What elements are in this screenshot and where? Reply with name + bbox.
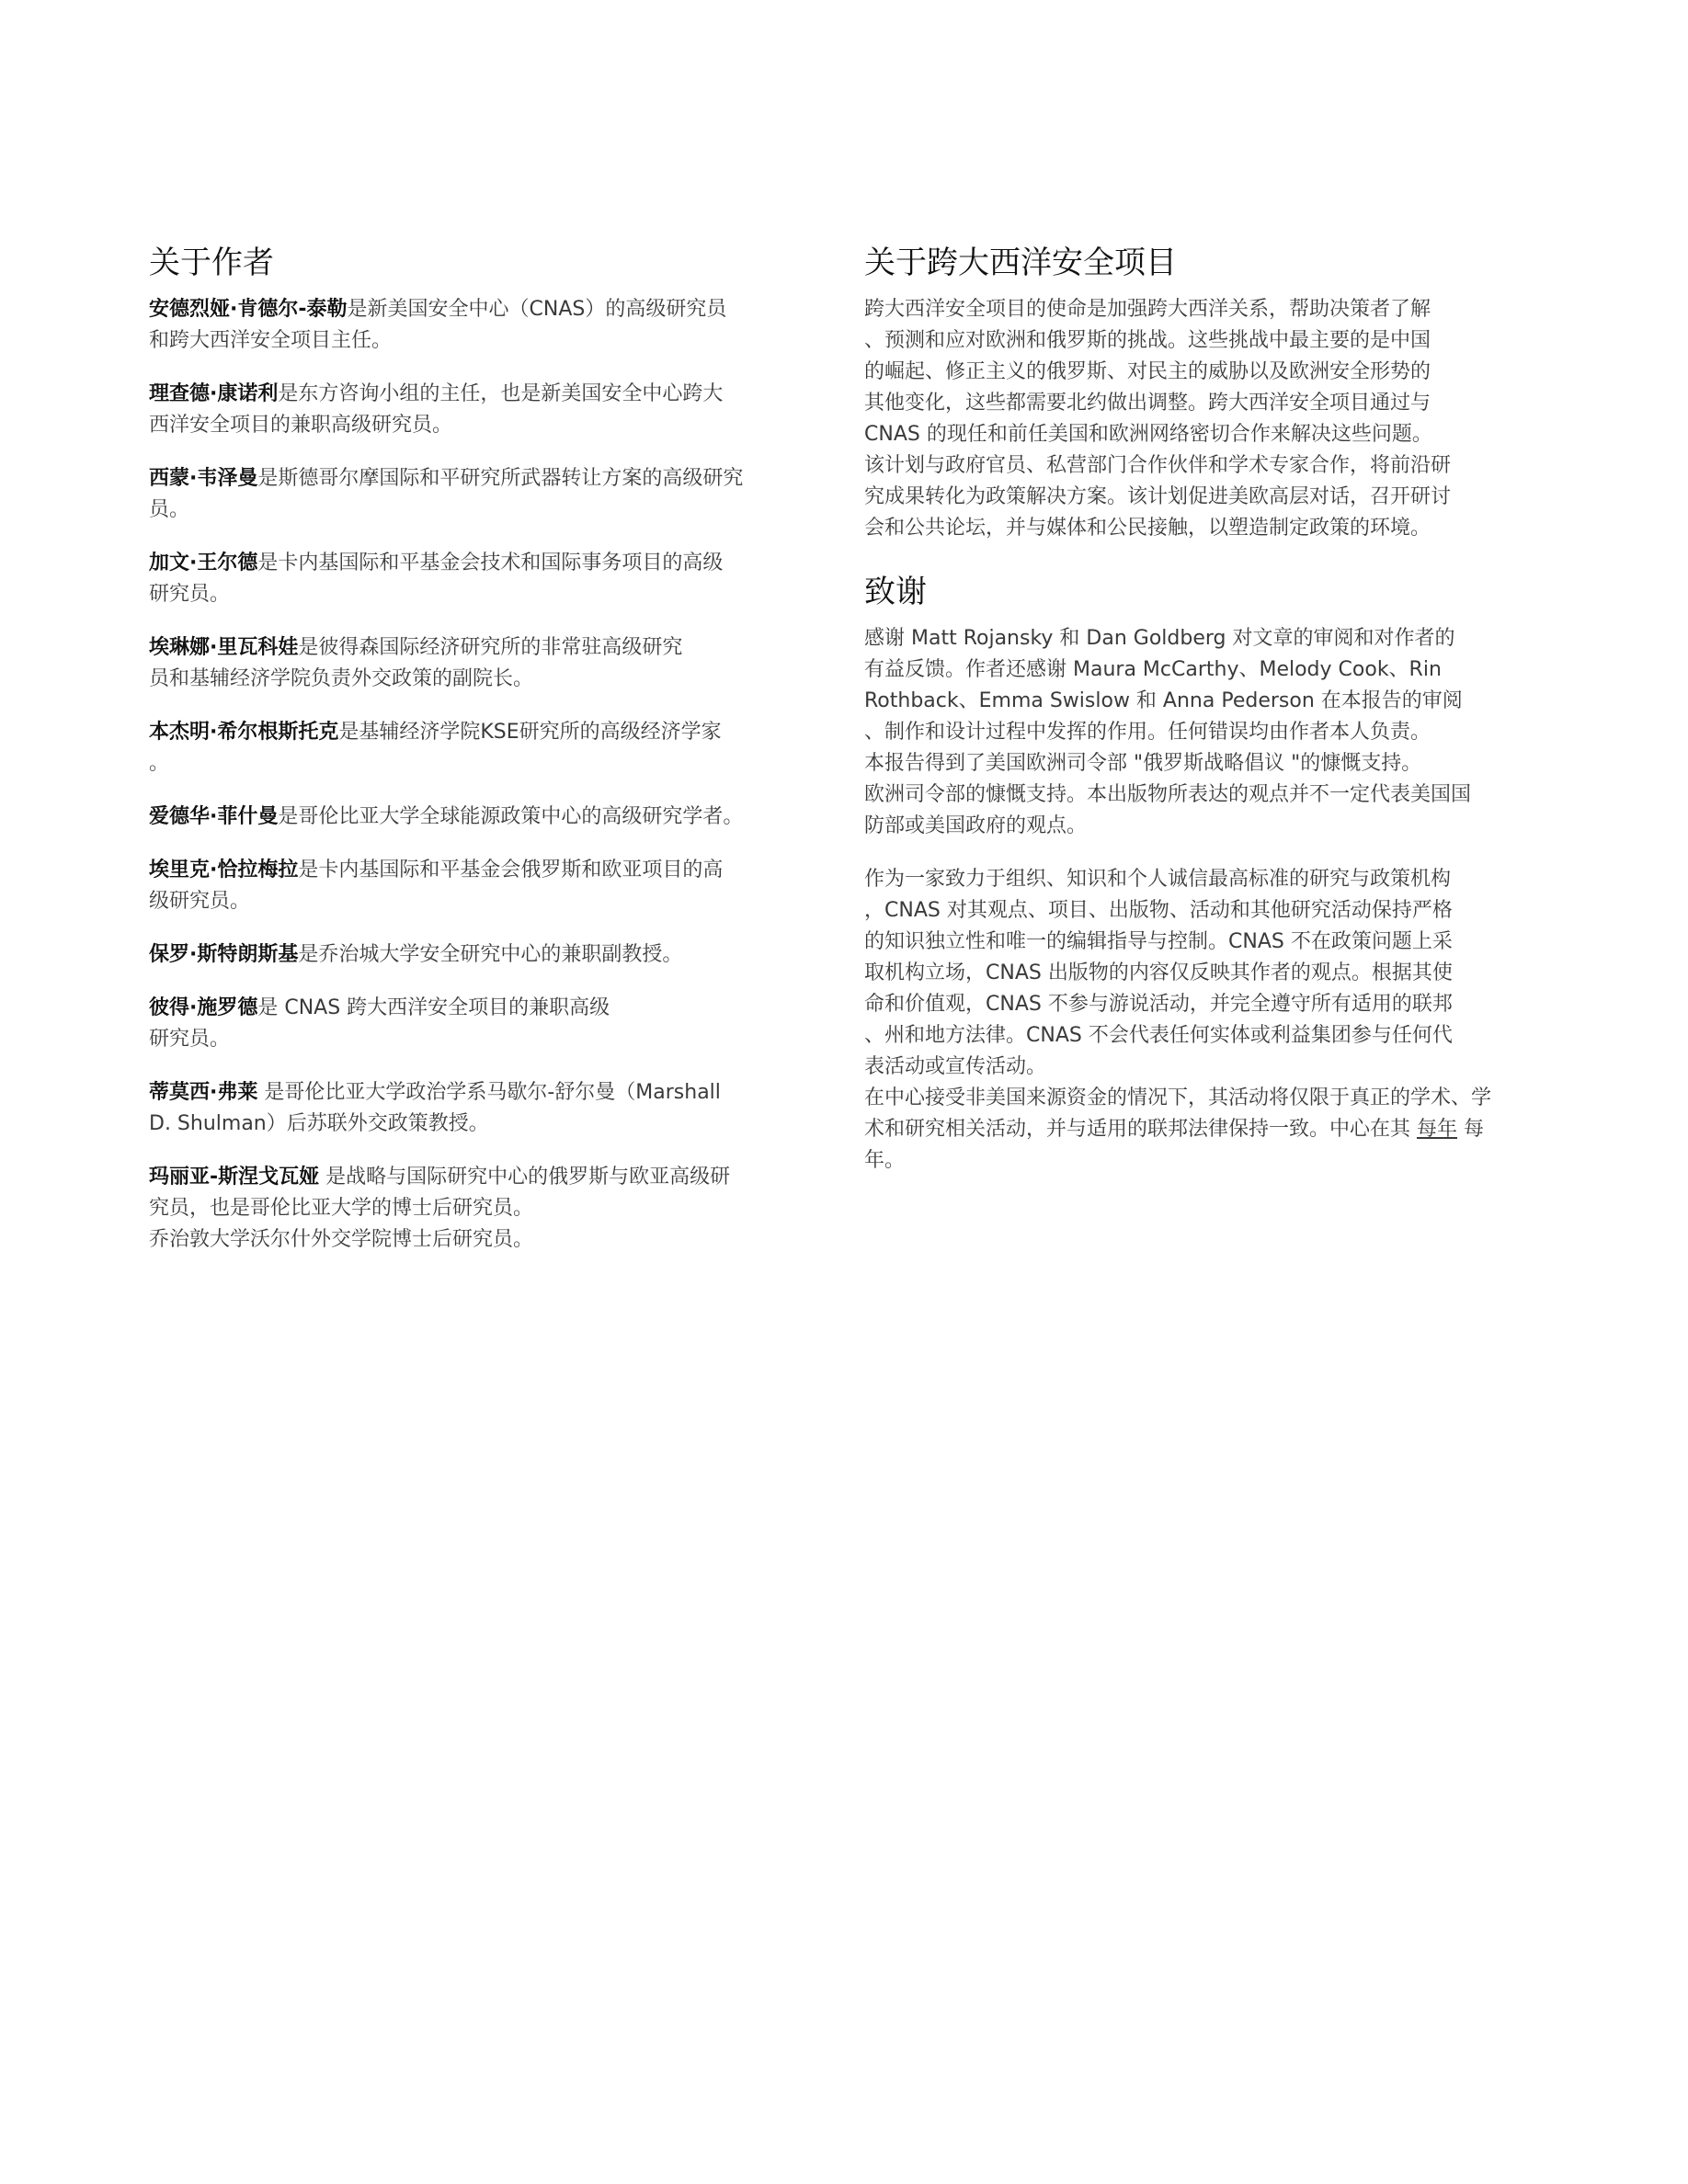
- author-description: 是哥伦比亚大学全球能源政策中心的高级研究学者。: [278, 805, 744, 828]
- author-bio: [149, 993, 804, 1055]
- author-name: 本杰明·希尔根斯托克: [149, 721, 339, 744]
- author-bio: [149, 379, 804, 441]
- author-description: 是新美国安全中心（CNAS）的高级研究员 和跨大西洋安全项目主任。: [149, 298, 727, 352]
- program-mission-paragraph: 跨大西洋安全项目的使命是加强跨大西洋关系，帮助决策者了解 、预测和应对欧洲和俄罗斯的挑战。这些挑战中最主要的是中国 的崛起、修正主义的俄罗斯、对民主的威胁以及欧洲安全形势的 其他变化，这些都需要北约做出调整。跨大西洋安全项目通过与 CNAS 的现任和前任美国和欧洲网络密切合作来解决这些问题。 该计划与政府官员、私营部门合作伙伴和学术专家合作，将前沿研 究成果转化为政策解决方案。该计划促进美欧高层对话，召开研讨 会和公共论坛，并与媒体和公民接触，以塑造制定政策的环境。: [864, 298, 1452, 540]
- author-name: 蒂莫西·弗莱: [149, 1081, 258, 1104]
- author-description: 是东方咨询小组的主任，也是新美国安全中心跨大 西洋安全项目的兼职高级研究员。: [149, 382, 724, 437]
- independence-paragraph: 作为一家致力于组织、知识和个人诚信最高标准的研究与政策机构 ，CNAS 对其观点、项目、出版物、活动和其他研究活动保持严格 的知识独立性和唯一的编辑指导与控制。CNAS 不在政策问题上采 取机构立场，CNAS 出版物的内容仅反映其作者的观点。根据其使 命和价值观，CNAS 不参与游说活动，并完全遵守所有适用的联邦 、州和地方法律。CNAS 不会代表任何实体或利益集团参与任何代 表活动或宣传活动。: [864, 868, 1453, 1078]
- about-program-heading: 关于跨大西洋安全项目: [864, 245, 1177, 281]
- acknowledgments-heading: 致谢: [864, 574, 927, 610]
- author-name: 埃里克·恰拉梅拉: [149, 859, 299, 882]
- author-description: 是卡内基国际和平基金会俄罗斯和欧亚项目的高 级研究员。: [149, 859, 724, 913]
- author-name: 理查德·康诺利: [149, 382, 279, 405]
- author-bio: [149, 548, 804, 610]
- author-name: 安德烈娅·肯德尔-泰勒: [149, 298, 348, 321]
- about-authors-section: [149, 241, 804, 1278]
- author-name: 保罗·斯特朗斯基: [149, 943, 299, 966]
- author-description: 是乔治城大学安全研究中心的兼职副教授。: [298, 943, 683, 966]
- author-bio: [149, 802, 804, 833]
- author-description: 是斯德哥尔摩国际和平研究所武器转让方案的高级研究 员。: [149, 467, 744, 521]
- author-description: 是卡内基国际和平基金会技术和国际事务项目的高级 研究员。: [149, 552, 724, 606]
- author-bio: [149, 855, 804, 917]
- author-bio: [149, 294, 804, 357]
- author-description: 是战略与国际研究中心的俄罗斯与欧亚高级研 究员，也是哥伦比亚大学的博士后研究员。 乔治敦大学沃尔什外交学院博士后研究员。: [149, 1166, 731, 1251]
- author-description: 是哥伦比亚大学政治学系马歇尔-舒尔曼（Marshall D. Shulman）后苏联外交政策教授。: [149, 1081, 721, 1135]
- author-description: 是 CNAS 跨大西洋安全项目的兼职高级 研究员。: [149, 996, 610, 1051]
- author-name: 爱德华·菲什曼: [149, 805, 279, 828]
- author-bio: [149, 1077, 804, 1140]
- author-name: 彼得·施罗德: [149, 996, 258, 1019]
- annual-report-link[interactable]: 每年: [1417, 1118, 1458, 1141]
- author-bio: [149, 463, 804, 526]
- program-and-acknowledgments-section: [864, 241, 1554, 1177]
- funding-text-end: 每 年。: [864, 1118, 1485, 1172]
- author-description: 是彼得森国际经济研究所的非常驻高级研究 员和基辅经济学院负责外交政策的副院长。: [149, 636, 683, 690]
- author-name: 加文·王尔德: [149, 552, 258, 574]
- author-description: 是基辅经济学院KSE研究所的高级经济学家 。: [149, 721, 722, 775]
- author-bio: [149, 1162, 804, 1256]
- about-authors-heading: 关于作者: [149, 245, 274, 281]
- author-name: 玛丽亚-斯涅戈瓦娅: [149, 1166, 320, 1189]
- funding-paragraph: [864, 1083, 1554, 1177]
- author-bio: [149, 632, 804, 695]
- author-name: 埃琳娜·里瓦科娃: [149, 636, 299, 659]
- funding-text-start: 在中心接受非美国来源资金的情况下，其活动将仅限于真正的学术、学 术和研究相关活动，并与适用的联邦法律保持一致。中心在其: [864, 1086, 1492, 1141]
- author-name: 西蒙·韦泽曼: [149, 467, 258, 490]
- acknowledgments-paragraph: 感谢 Matt Rojansky 和 Dan Goldberg 对文章的审阅和对作者的 有益反馈。作者还感谢 Maura McCarthy、Melody Cook、Rin Rothback、Emma Swislow 和 Anna Pederson 在本报告的审阅 、制作和设计过程中发挥的作用。任何错误均由作者本人负责。 本报告得到了美国欧洲司令部 "俄罗斯战略倡议 "的慷慨支持。 欧洲司令部的慷慨支持。本出版物所表达的观点并不一定代表美国国 防部或美国政府的观点。: [864, 627, 1472, 837]
- author-bio: [149, 939, 804, 971]
- author-bio: [149, 717, 804, 779]
